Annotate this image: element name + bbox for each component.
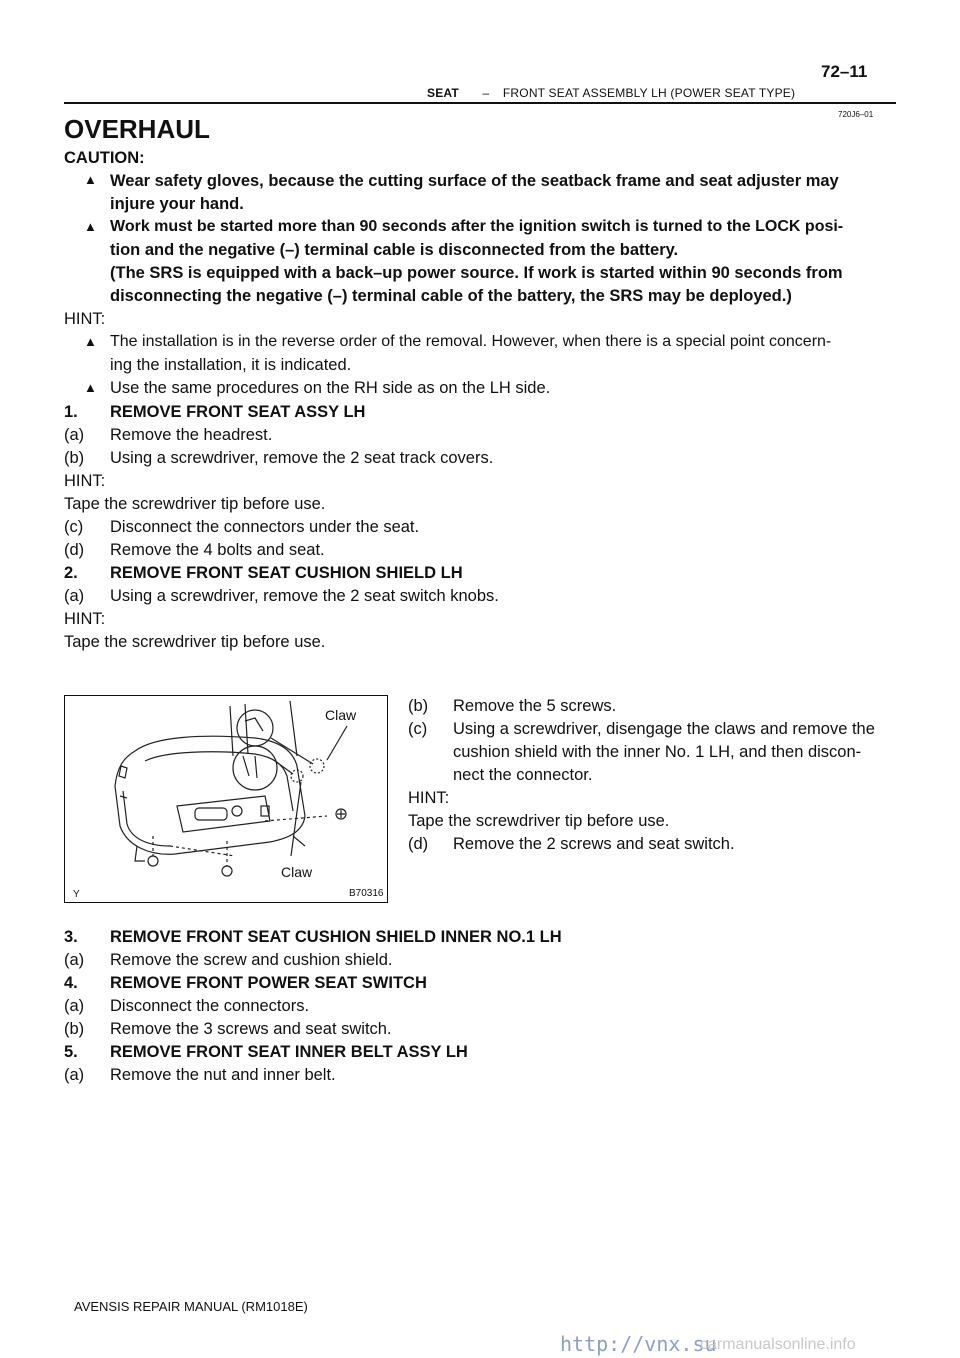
substep-marker: (d) [408, 835, 429, 853]
seat-illustration [64, 695, 388, 903]
section-subtitle: FRONT SEAT ASSEMBLY LH (POWER SEAT TYPE) [502, 86, 796, 100]
substep-text: Remove the nut and inner belt. [110, 1066, 336, 1084]
hint-label: HINT: [64, 472, 106, 490]
caution-label: CAUTION: [64, 149, 145, 167]
figure-code: B70316 [349, 888, 384, 899]
caution-text: (The SRS is equipped with a back–up power source. If work is started within 90 seconds from [110, 264, 843, 282]
running-header [427, 86, 795, 100]
hint-label: HINT: [64, 310, 106, 328]
section-name: SEAT [427, 86, 459, 100]
hint-text: Tape the screwdriver tip before use. [64, 633, 326, 651]
step-title: REMOVE FRONT SEAT CUSHION SHIELD LH [110, 564, 463, 582]
step-number: 1. [64, 403, 78, 421]
substep-marker: (a) [64, 997, 85, 1015]
claw-label-top: Claw [325, 707, 357, 723]
document-code: 720J6–01 [838, 110, 874, 119]
substep-marker: (b) [408, 697, 429, 715]
hint-label: HINT: [64, 610, 106, 628]
caution-text: Work must be started more than 90 seconds after the ignition switch is turned to the LOCK posi- [110, 218, 844, 235]
substep-text: cushion shield with the inner No. 1 LH, and then discon- [453, 743, 862, 761]
substep-text: Remove the 4 bolts and seat. [110, 541, 325, 559]
substep-text: Remove the 2 screws and seat switch. [453, 835, 735, 853]
substep-text: Remove the screw and cushion shield. [110, 951, 393, 969]
hint-text: Use the same procedures on the RH side as on the LH side. [110, 379, 551, 397]
substep-text: Using a screwdriver, remove the 2 seat switch knobs. [110, 587, 499, 605]
hint-text: Tape the screwdriver tip before use. [408, 812, 670, 830]
hint-text: ing the installation, it is indicated. [110, 356, 352, 374]
triangle-bullet-icon: ▲ [84, 172, 97, 187]
substep-text: Disconnect the connectors. [110, 997, 310, 1015]
header-rule [64, 102, 896, 104]
figure-corner-mark: Y [73, 889, 80, 900]
substep-marker: (a) [64, 426, 85, 444]
step-number: 5. [64, 1043, 78, 1061]
caution-text: tion and the negative (–) terminal cable is disconnected from the battery. [110, 241, 679, 259]
hint-text: The installation is in the reverse order of the removal. However, when there is a special point concern- [110, 333, 832, 350]
step-title: REMOVE FRONT SEAT INNER BELT ASSY LH [110, 1043, 468, 1061]
substep-marker: (b) [64, 449, 85, 467]
substep-marker: (d) [64, 541, 85, 559]
step-title: REMOVE FRONT POWER SEAT SWITCH [110, 974, 427, 992]
seat-drawing [65, 696, 387, 902]
footer-manual-id: AVENSIS REPAIR MANUAL (RM1018E) [74, 1299, 308, 1314]
triangle-bullet-icon: ▲ [84, 219, 97, 234]
claw-label-bottom: Claw [281, 864, 313, 880]
step-title: REMOVE FRONT SEAT ASSY LH [110, 403, 366, 421]
substep-text: Remove the 5 screws. [453, 697, 617, 715]
triangle-bullet-icon: ▲ [84, 334, 97, 349]
substep-marker: (b) [64, 1020, 85, 1038]
substep-marker: (c) [64, 518, 84, 536]
substep-marker: (a) [64, 951, 85, 969]
substep-marker: (c) [408, 720, 428, 738]
substep-text: Disconnect the connectors under the seat. [110, 518, 420, 536]
substep-marker: (a) [64, 1066, 85, 1084]
header-dash: – [482, 86, 490, 100]
substep-text: Remove the 3 screws and seat switch. [110, 1020, 392, 1038]
caution-text: Wear safety gloves, because the cutting surface of the seatback frame and seat adjuster may [110, 172, 839, 190]
watermark-site: carmanualsonline.info [700, 1336, 856, 1353]
hint-label: HINT: [408, 789, 450, 807]
step-number: 2. [64, 564, 78, 582]
caution-text: disconnecting the negative (–) terminal cable of the battery, the SRS may be deployed.) [110, 287, 792, 305]
hint-text: Tape the screwdriver tip before use. [64, 495, 326, 513]
step-number: 3. [64, 928, 78, 946]
substep-marker: (a) [64, 587, 85, 605]
substep-text: Remove the headrest. [110, 426, 273, 444]
step-title: REMOVE FRONT SEAT CUSHION SHIELD INNER NO.1 LH [110, 928, 562, 946]
step-number: 4. [64, 974, 78, 992]
page-title: OVERHAUL [64, 114, 210, 144]
substep-text: Using a screwdriver, remove the 2 seat track covers. [110, 449, 494, 467]
caution-text: injure your hand. [110, 195, 244, 213]
substep-text: nect the connector. [453, 766, 593, 784]
page-number: 72–11 [821, 62, 868, 81]
substep-text: Using a screwdriver, disengage the claws and remove the [453, 720, 875, 738]
watermark-link[interactable]: http://vnx.su [560, 1332, 717, 1356]
triangle-bullet-icon: ▲ [84, 380, 97, 395]
